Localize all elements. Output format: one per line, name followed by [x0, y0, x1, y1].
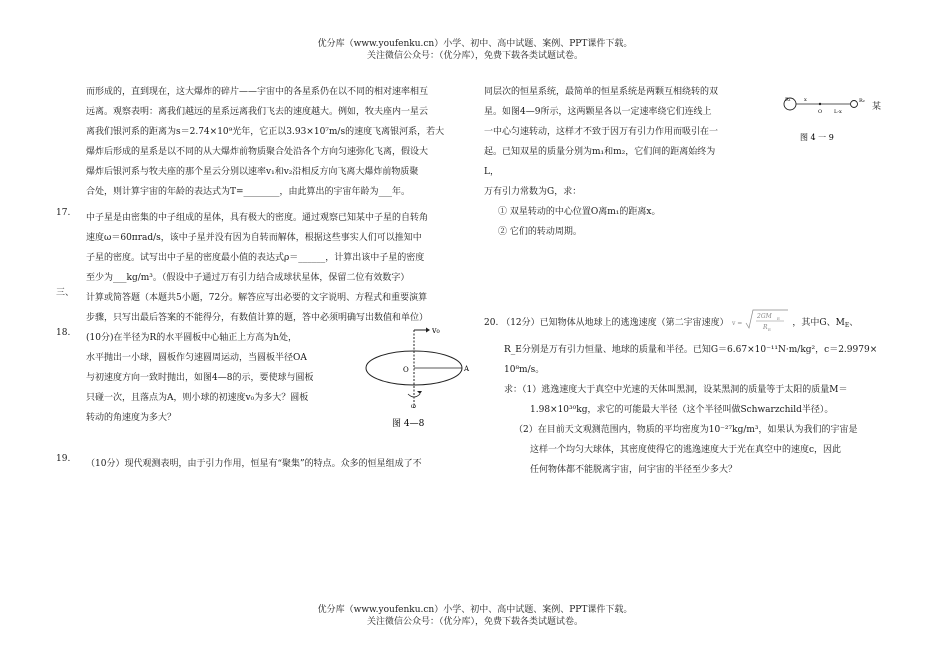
- page-footer: [0, 604, 950, 628]
- q19-line: 万有引力常数为G，求：: [484, 187, 582, 197]
- q20-line-1: [484, 306, 894, 340]
- formula-denominator: R: [762, 323, 768, 331]
- q16-line: 爆炸后银河系与牧夫座的那个星云分别以速率v₁和v₂沿相反方向飞离大爆炸前物质聚: [86, 167, 419, 177]
- section-number: 三、: [56, 288, 75, 298]
- q19-line: 星。如图4—9所示，这两颗星各以一定速率绕它们连线上: [484, 107, 712, 117]
- question-19-start: [56, 454, 454, 474]
- footer-line-1: 优分库（www.youfenku.cn）小学、初中、高中试题、案例、PPT课件下载。: [317, 605, 633, 615]
- section-3-heading: [56, 288, 454, 328]
- figure-caption: 图 4—8: [392, 419, 425, 429]
- question-18: [56, 326, 470, 438]
- q19-line: 起。已知双星的质量分别为m₁和m₂，它们间的距离始终为: [484, 147, 716, 157]
- q20-line-2: R_E分别是万有引力恒量、地球的质量和半径。已知G＝6.67×10⁻¹¹N·m/kg²，c＝2.9979×: [504, 345, 878, 355]
- section-3-line: 步骤，只写出最后答案的不能得分，有数值计算的题，答中必须明确写出数值和单位）: [86, 313, 429, 323]
- q19-line: 同层次的恒星系统，最简单的恒星系统是两颗互相绕转的双: [484, 87, 719, 97]
- fig-label-x: x: [804, 97, 807, 103]
- q18-line: 与初速度方向一致时抛出，如图4—8的示，要使球与圆板: [86, 373, 314, 383]
- question-number: 18.: [56, 328, 71, 338]
- formula-svg: [732, 307, 790, 337]
- q17-line: 至少为___kg/m³。（假设中子通过万有引力结合成球状星体，保留二位有效数字）: [86, 273, 410, 283]
- formula-denominator-sub: E: [767, 326, 771, 332]
- footer-line-2: 关注微信公众号：（优分库），免费下载各类试题试卷。: [366, 617, 583, 627]
- figure-4-9: [782, 90, 872, 146]
- q20-intro-c: E: [844, 322, 850, 329]
- q16-line: 而形成的，直到现在，这大爆炸的碎片——宇宙中的各星系仍在以不同的相对速率相互: [86, 87, 429, 97]
- q19-continuation: [484, 82, 894, 242]
- formula-v: v =: [731, 319, 742, 327]
- q16-line: 合处，则计算宇宙的年龄的表达式为T=________，由此算出的宇宙年龄为___年。: [86, 187, 411, 197]
- q20-ask-2: 这样一个均匀大球体，其密度使得它的逃逸速度大于光在真空中的速度c，因此: [530, 445, 842, 455]
- question-number: 17.: [56, 208, 71, 218]
- fig-label-o: O: [403, 366, 409, 374]
- escape-velocity-formula: [732, 313, 790, 333]
- question-number: 20.: [484, 318, 499, 328]
- q20-ask-1b: 1.98×10³⁰kg，求它的可能最大半径（这个半径叫做Schwarzchild半径）。: [530, 405, 834, 415]
- fig-label-r1: R₁: [785, 97, 791, 103]
- q20-intro: （12分）已知物体从地球上的逃逸速度（第二宇宙速度）: [501, 318, 729, 328]
- q18-line: 水平抛出一小球，圆板作匀速圆周运动，当圆板半径OA: [86, 353, 307, 363]
- header-line-1: 优分库（www.youfenku.cn）小学、初中、高中试题、案例、PPT课件下载。: [317, 39, 633, 49]
- question-number: 19.: [56, 454, 71, 464]
- q19-line: 一中心匀速转动，这样才不致于因万有引力作用而吸引在一: [484, 127, 719, 137]
- q16-continuation: [56, 82, 454, 202]
- side-word: 某: [872, 102, 882, 112]
- q18-line: (10分)在半径为R的水平圆板中心轴正上方高为h处，: [86, 333, 298, 343]
- q17-line: 中子星是由密集的中子组成的星体，具有极大的密度。通过观察已知某中子星的自转角: [86, 213, 429, 223]
- page-header: [0, 38, 950, 62]
- fig-label-a: A: [464, 365, 470, 373]
- header-line-2: 关注微信公众号：（优分库），免费下载各类试题试卷。: [366, 51, 583, 61]
- fig-label-r2: R₂: [859, 98, 865, 104]
- q20-ask-1: 求：（1）逃逸速度大于真空中光速的天体叫黑洞，设某黑洞的质量等于太阳的质量M＝: [504, 385, 848, 395]
- fig-label-v0: v₀: [432, 326, 440, 335]
- left-column: [56, 82, 470, 474]
- figure-caption: 图 4 一 9: [800, 133, 834, 142]
- q20-ask-2: 任何物体都不能脱离宇宙，问宇宙的半径至少多大？: [530, 465, 738, 475]
- formula-numerator: 2GM: [756, 312, 772, 320]
- q19-line: ② 它们的转动周期。: [498, 227, 582, 237]
- q19-first-line: （10分）现代观测表明，由于引力作用，恒星有“聚集”的特点。众多的恒星组成了不: [86, 459, 422, 469]
- q16-line: 离我们银河系的距离为s＝2.74×10⁹光年，它正以3.93×10⁷m/s的速度飞离银河系，若大: [86, 127, 445, 137]
- q20-intro-d: 、: [849, 318, 859, 328]
- q19-line: L，: [484, 167, 499, 177]
- q16-line: 爆炸后形成的星系是以不同的从大爆炸前物质聚合处沿各个方向匀速弥化飞离，假设大: [86, 147, 429, 157]
- q20-line-3: 10⁸m/s。: [504, 365, 545, 375]
- fig-label-omega: ω: [411, 403, 416, 410]
- q18-line: 只碰一次，且落点为A，则小球的初速度v₀为多大？圆板: [86, 393, 309, 403]
- q16-line: 远离。观察表明：离我们越远的星系远离我们飞去的速度越大。例如，牧夫座内一星云: [86, 107, 429, 117]
- right-column: [484, 82, 894, 480]
- formula-numerator-sub: E: [776, 315, 780, 321]
- q17-line: 速度ω＝60πrad/s，该中子星并没有因为自转而解体，根据这些事实人们可以推知中: [86, 233, 422, 243]
- fig-label-o: O: [818, 109, 823, 115]
- section-3-line: 计算或简答题（本题共5小题，72分。解答应写出必要的文字说明、方程式和重要演算: [86, 293, 428, 303]
- q19-line: ① 双星转动的中心位置O离m₁的距离x。: [498, 207, 661, 217]
- q20-ask-2: （2）在目前天文观测范围内，物质的平均密度为10⁻²⁷kg/m³，如果认为我们的宇宙是: [514, 425, 858, 435]
- fig-label-lx: L-x: [834, 109, 842, 115]
- figure-4-8: [356, 324, 476, 436]
- q20-intro-b: ，其中G、M: [792, 318, 845, 328]
- q18-line: 转动的角速度为多大？: [86, 413, 177, 423]
- question-17: [56, 208, 454, 288]
- q17-line: 子星的密度。试写出中子星的密度最小值的表达式ρ＝______，计算出该中子星的密度: [86, 253, 425, 263]
- question-20: [484, 306, 894, 480]
